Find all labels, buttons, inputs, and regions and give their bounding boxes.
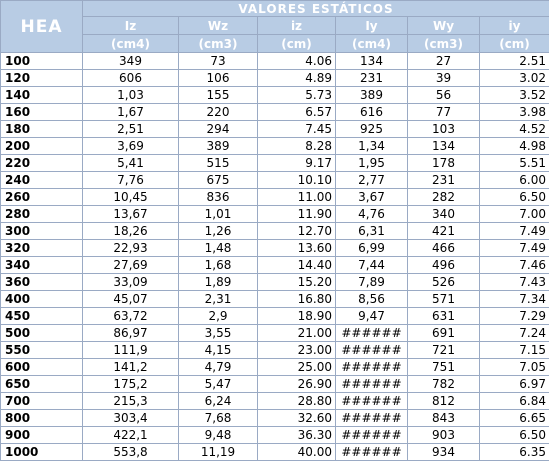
table-cell: 28.80 bbox=[258, 393, 336, 410]
column-symbol: Wz bbox=[179, 17, 258, 35]
table-cell: 134 bbox=[408, 138, 480, 155]
table-cell: 9.17 bbox=[258, 155, 336, 172]
table-cell: 11,19 bbox=[179, 444, 258, 461]
hea-header: HEA bbox=[1, 1, 83, 53]
table-cell: 63,72 bbox=[83, 308, 179, 325]
profile-size: 100 bbox=[1, 53, 83, 70]
table-cell: 616 bbox=[336, 104, 408, 121]
table-cell: 843 bbox=[408, 410, 480, 427]
table-cell: 9,48 bbox=[179, 427, 258, 444]
table-cell: 691 bbox=[408, 325, 480, 342]
table-cell: 6.65 bbox=[480, 410, 549, 427]
section-title: VALORES ESTÁTICOS bbox=[83, 1, 549, 17]
table-row bbox=[1, 291, 549, 308]
table-cell: 389 bbox=[336, 87, 408, 104]
table-row bbox=[1, 70, 549, 87]
table-cell: 3,55 bbox=[179, 325, 258, 342]
table-cell: 11.90 bbox=[258, 206, 336, 223]
table-cell: 7.15 bbox=[480, 342, 549, 359]
profile-size: 320 bbox=[1, 240, 83, 257]
table-cell: 3.52 bbox=[480, 87, 549, 104]
table-cell: 4.52 bbox=[480, 121, 549, 138]
table-cell: 389 bbox=[179, 138, 258, 155]
profile-size: 180 bbox=[1, 121, 83, 138]
table-row bbox=[1, 308, 549, 325]
table-cell: 231 bbox=[336, 70, 408, 87]
table-row bbox=[1, 342, 549, 359]
table-cell: 10,45 bbox=[83, 189, 179, 206]
table-cell: 349 bbox=[83, 53, 179, 70]
table-cell: 812 bbox=[408, 393, 480, 410]
profile-size: 340 bbox=[1, 257, 83, 274]
table-cell: 1,68 bbox=[179, 257, 258, 274]
table-cell: 2,77 bbox=[336, 172, 408, 189]
table-cell: 155 bbox=[179, 87, 258, 104]
table-cell: 1,01 bbox=[179, 206, 258, 223]
table-cell: 7,68 bbox=[179, 410, 258, 427]
table-row bbox=[1, 359, 549, 376]
profile-size: 400 bbox=[1, 291, 83, 308]
table-cell: 215,3 bbox=[83, 393, 179, 410]
table-row bbox=[1, 189, 549, 206]
table-cell: 934 bbox=[408, 444, 480, 461]
table-cell: 7.24 bbox=[480, 325, 549, 342]
table-cell: 18.90 bbox=[258, 308, 336, 325]
table-cell: 4,76 bbox=[336, 206, 408, 223]
table-cell: 2,9 bbox=[179, 308, 258, 325]
table-cell: 6.35 bbox=[480, 444, 549, 461]
table-cell: 7.46 bbox=[480, 257, 549, 274]
table-cell: 5,41 bbox=[83, 155, 179, 172]
table-cell: 7,76 bbox=[83, 172, 179, 189]
profile-size: 450 bbox=[1, 308, 83, 325]
column-unit: (cm4) bbox=[83, 35, 179, 53]
column-unit: (cm3) bbox=[179, 35, 258, 53]
table-cell: ###### bbox=[336, 342, 408, 359]
table-cell: 77 bbox=[408, 104, 480, 121]
table-cell: 925 bbox=[336, 121, 408, 138]
table-cell: 4,15 bbox=[179, 342, 258, 359]
table-cell: ###### bbox=[336, 444, 408, 461]
table-row bbox=[1, 121, 549, 138]
table-cell: 606 bbox=[83, 70, 179, 87]
table-row bbox=[1, 155, 549, 172]
table-row bbox=[1, 223, 549, 240]
table-cell: 40.00 bbox=[258, 444, 336, 461]
table-cell: 111,9 bbox=[83, 342, 179, 359]
table-cell: 134 bbox=[336, 53, 408, 70]
table-cell: ###### bbox=[336, 393, 408, 410]
table-cell: 36.30 bbox=[258, 427, 336, 444]
profile-size: 280 bbox=[1, 206, 83, 223]
table-row bbox=[1, 138, 549, 155]
table-row bbox=[1, 257, 549, 274]
table-cell: 6.50 bbox=[480, 189, 549, 206]
table-cell: 1,89 bbox=[179, 274, 258, 291]
column-symbol: iy bbox=[480, 17, 549, 35]
profile-size: 500 bbox=[1, 325, 83, 342]
table-cell: 5.51 bbox=[480, 155, 549, 172]
table-cell: 7,44 bbox=[336, 257, 408, 274]
profile-size: 1000 bbox=[1, 444, 83, 461]
table-cell: 73 bbox=[179, 53, 258, 70]
profile-size: 200 bbox=[1, 138, 83, 155]
table-cell: 1,03 bbox=[83, 87, 179, 104]
table-cell: 32.60 bbox=[258, 410, 336, 427]
profile-size: 260 bbox=[1, 189, 83, 206]
table-cell: 7.45 bbox=[258, 121, 336, 138]
profile-size: 120 bbox=[1, 70, 83, 87]
table-cell: 45,07 bbox=[83, 291, 179, 308]
table-cell: 12.70 bbox=[258, 223, 336, 240]
table-cell: 571 bbox=[408, 291, 480, 308]
table-cell: 2,31 bbox=[179, 291, 258, 308]
table-cell: 231 bbox=[408, 172, 480, 189]
table-cell: 33,09 bbox=[83, 274, 179, 291]
table-cell: 14.40 bbox=[258, 257, 336, 274]
profile-size: 160 bbox=[1, 104, 83, 121]
table-cell: 13.60 bbox=[258, 240, 336, 257]
column-symbol: Iz bbox=[83, 17, 179, 35]
table-cell: ###### bbox=[336, 427, 408, 444]
table-cell: 7.49 bbox=[480, 240, 549, 257]
table-row bbox=[1, 376, 549, 393]
profile-size: 600 bbox=[1, 359, 83, 376]
table-row bbox=[1, 274, 549, 291]
table-cell: 25.00 bbox=[258, 359, 336, 376]
table-cell: ###### bbox=[336, 410, 408, 427]
table-cell: 2.51 bbox=[480, 53, 549, 70]
table-cell: 5.73 bbox=[258, 87, 336, 104]
table-row bbox=[1, 53, 549, 70]
table-cell: 56 bbox=[408, 87, 480, 104]
profile-size: 700 bbox=[1, 393, 83, 410]
table-cell: 1,48 bbox=[179, 240, 258, 257]
table-cell: 7.34 bbox=[480, 291, 549, 308]
table-cell: 175,2 bbox=[83, 376, 179, 393]
table-row bbox=[1, 206, 549, 223]
column-symbol: Iy bbox=[336, 17, 408, 35]
table-cell: 6,24 bbox=[179, 393, 258, 410]
table-cell: 1,95 bbox=[336, 155, 408, 172]
table-cell: 8,56 bbox=[336, 291, 408, 308]
table-row bbox=[1, 393, 549, 410]
profile-size: 140 bbox=[1, 87, 83, 104]
table-cell: 21.00 bbox=[258, 325, 336, 342]
table-row bbox=[1, 240, 549, 257]
table-cell: 26.90 bbox=[258, 376, 336, 393]
table-cell: 4.06 bbox=[258, 53, 336, 70]
table-cell: 1,67 bbox=[83, 104, 179, 121]
table-cell: 15.20 bbox=[258, 274, 336, 291]
table-row bbox=[1, 427, 549, 444]
table-cell: 2,51 bbox=[83, 121, 179, 138]
table-cell: ###### bbox=[336, 376, 408, 393]
table-row bbox=[1, 444, 549, 461]
table-cell: 23.00 bbox=[258, 342, 336, 359]
table-cell: 18,26 bbox=[83, 223, 179, 240]
table-cell: 103 bbox=[408, 121, 480, 138]
table-cell: 10.10 bbox=[258, 172, 336, 189]
table-cell: ###### bbox=[336, 359, 408, 376]
table-cell: 8.28 bbox=[258, 138, 336, 155]
column-unit: (cm) bbox=[480, 35, 549, 53]
table-cell: 7.00 bbox=[480, 206, 549, 223]
table-cell: 9,47 bbox=[336, 308, 408, 325]
column-symbol: Wy bbox=[408, 17, 480, 35]
profile-size: 300 bbox=[1, 223, 83, 240]
table-cell: 7,89 bbox=[336, 274, 408, 291]
table-cell: 6,31 bbox=[336, 223, 408, 240]
table-cell: 421 bbox=[408, 223, 480, 240]
table-cell: 294 bbox=[179, 121, 258, 138]
profile-size: 220 bbox=[1, 155, 83, 172]
table-cell: 6.50 bbox=[480, 427, 549, 444]
table-cell: 782 bbox=[408, 376, 480, 393]
table-cell: 22,93 bbox=[83, 240, 179, 257]
profile-size: 240 bbox=[1, 172, 83, 189]
column-symbol: iz bbox=[258, 17, 336, 35]
table-cell: 466 bbox=[408, 240, 480, 257]
table-cell: 27,69 bbox=[83, 257, 179, 274]
table-cell: 751 bbox=[408, 359, 480, 376]
table-cell: 721 bbox=[408, 342, 480, 359]
profile-size: 800 bbox=[1, 410, 83, 427]
table-cell: 6.00 bbox=[480, 172, 549, 189]
table-cell: 553,8 bbox=[83, 444, 179, 461]
table-cell: 220 bbox=[179, 104, 258, 121]
table-cell: 6.57 bbox=[258, 104, 336, 121]
table-cell: 1,34 bbox=[336, 138, 408, 155]
table-cell: 141,2 bbox=[83, 359, 179, 376]
table-cell: 39 bbox=[408, 70, 480, 87]
table-cell: 6,99 bbox=[336, 240, 408, 257]
profile-size: 650 bbox=[1, 376, 83, 393]
table-row bbox=[1, 325, 549, 342]
table-cell: 7.29 bbox=[480, 308, 549, 325]
table-cell: 526 bbox=[408, 274, 480, 291]
table-cell: 3,69 bbox=[83, 138, 179, 155]
table-row bbox=[1, 104, 549, 121]
table-cell: 303,4 bbox=[83, 410, 179, 427]
table-cell: 3.98 bbox=[480, 104, 549, 121]
table-cell: 27 bbox=[408, 53, 480, 70]
table-cell: 496 bbox=[408, 257, 480, 274]
table-cell: 3,67 bbox=[336, 189, 408, 206]
table-cell: 903 bbox=[408, 427, 480, 444]
table-cell: 631 bbox=[408, 308, 480, 325]
table-cell: 6.97 bbox=[480, 376, 549, 393]
table-cell: 6.84 bbox=[480, 393, 549, 410]
table-cell: 340 bbox=[408, 206, 480, 223]
table-cell: 675 bbox=[179, 172, 258, 189]
column-unit: (cm3) bbox=[408, 35, 480, 53]
table-row bbox=[1, 87, 549, 104]
table-cell: 7.43 bbox=[480, 274, 549, 291]
table-cell: 7.05 bbox=[480, 359, 549, 376]
profile-size: 550 bbox=[1, 342, 83, 359]
table-cell: 282 bbox=[408, 189, 480, 206]
table-cell: 3.02 bbox=[480, 70, 549, 87]
table-cell: 16.80 bbox=[258, 291, 336, 308]
table-row bbox=[1, 172, 549, 189]
table-cell: 13,67 bbox=[83, 206, 179, 223]
table-cell: 86,97 bbox=[83, 325, 179, 342]
table-cell: 4.98 bbox=[480, 138, 549, 155]
table-cell: 11.00 bbox=[258, 189, 336, 206]
table-cell: 836 bbox=[179, 189, 258, 206]
table-cell: 4,79 bbox=[179, 359, 258, 376]
table-cell: 7.49 bbox=[480, 223, 549, 240]
column-unit: (cm) bbox=[258, 35, 336, 53]
table-cell: 515 bbox=[179, 155, 258, 172]
table-cell: 422,1 bbox=[83, 427, 179, 444]
profile-size: 900 bbox=[1, 427, 83, 444]
table-cell: 178 bbox=[408, 155, 480, 172]
profile-size: 360 bbox=[1, 274, 83, 291]
table-cell: 1,26 bbox=[179, 223, 258, 240]
column-unit: (cm4) bbox=[336, 35, 408, 53]
table-cell: ###### bbox=[336, 325, 408, 342]
table-row bbox=[1, 410, 549, 427]
table-cell: 106 bbox=[179, 70, 258, 87]
table-cell: 5,47 bbox=[179, 376, 258, 393]
table-cell: 4.89 bbox=[258, 70, 336, 87]
